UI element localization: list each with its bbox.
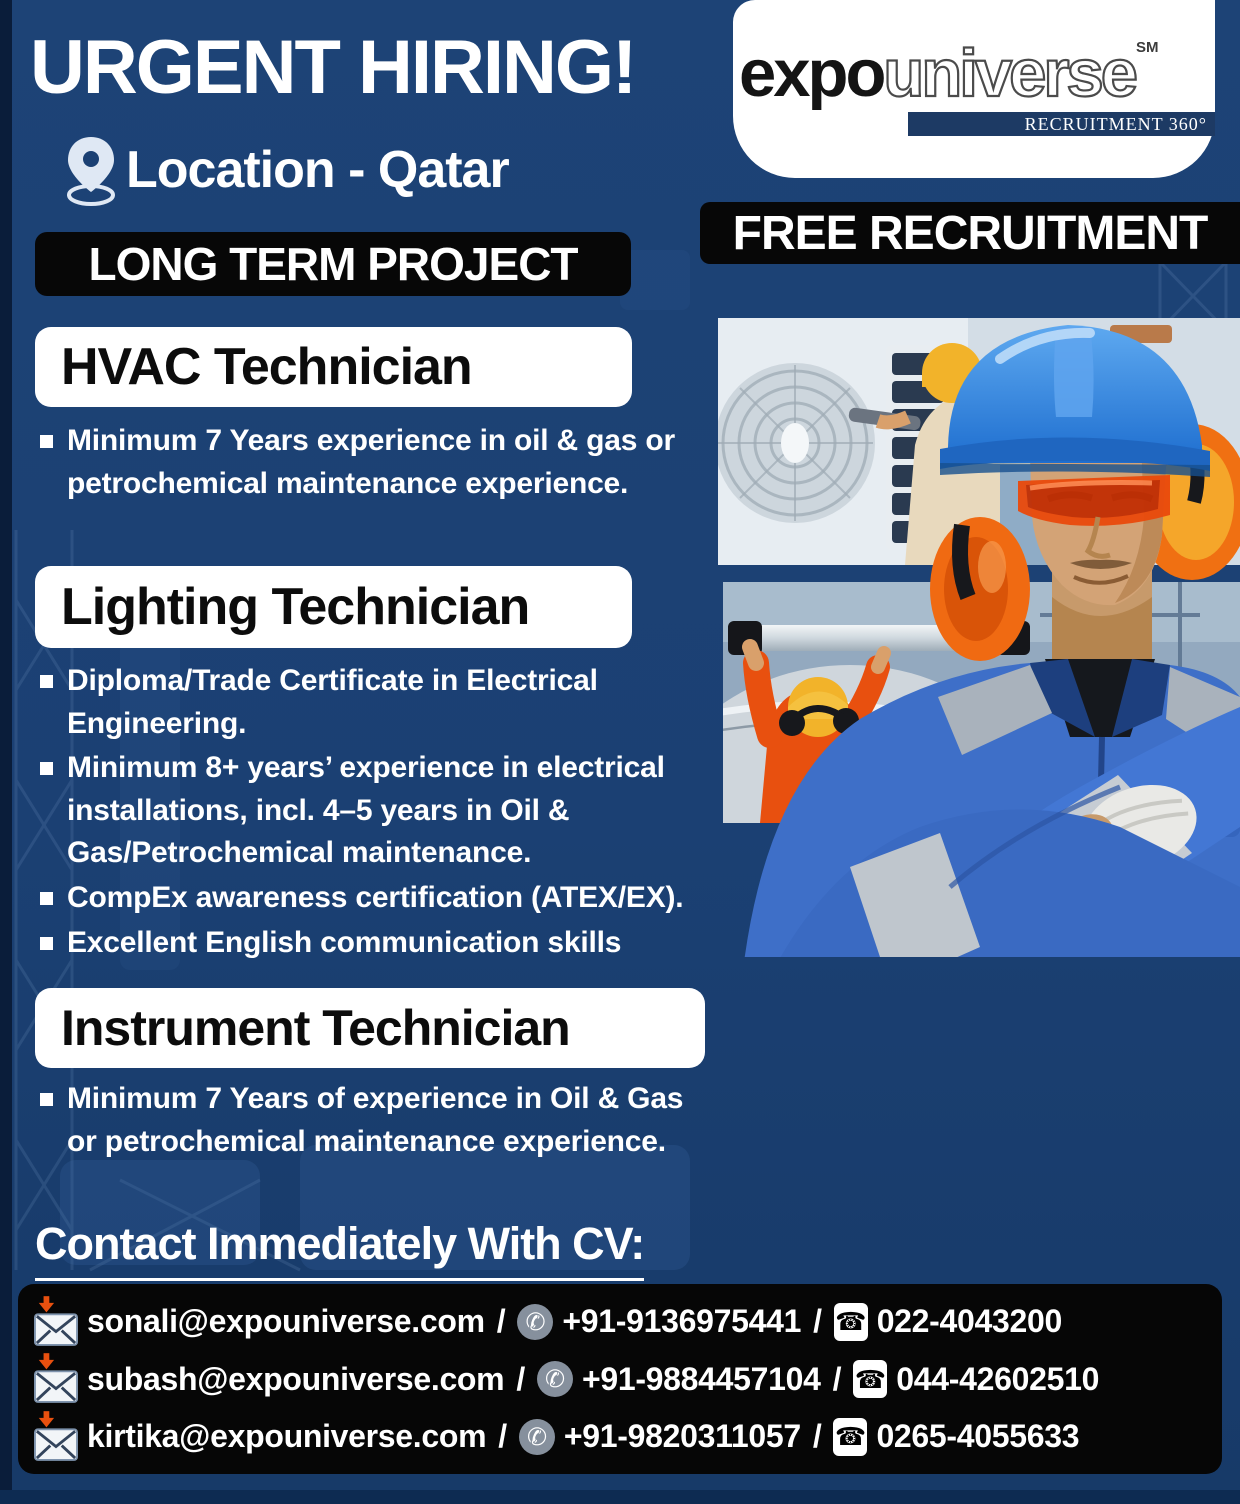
- bullet-item: [40, 747, 840, 875]
- location-row: [64, 134, 509, 206]
- bullet-text: Minimum 7 Years of experience in Oil & Gas or petrochemical maintenance experience.: [67, 1082, 684, 1158]
- whatsapp-number: +91-9884457104: [581, 1360, 821, 1397]
- bullet-square: [40, 675, 53, 688]
- whatsapp-icon: ✆: [519, 1419, 555, 1455]
- whatsapp-icon: ✆: [517, 1304, 553, 1340]
- bullet-text: Excellent English communication skills: [67, 925, 622, 959]
- contact-heading: Contact Immediately With CV:: [35, 1218, 644, 1281]
- bullet-item: [40, 660, 840, 745]
- bullet-text: Minimum 7 Years experience in oil & gas or petrochemical maintenance experience.: [67, 424, 675, 500]
- poster-title: URGENT HIRING!: [30, 25, 636, 110]
- contact-row: [34, 1411, 1206, 1463]
- bullet-text: CompEx awareness certification (ATEX/EX).: [67, 880, 684, 914]
- bullet-item: [40, 420, 700, 505]
- separator: /: [498, 1418, 507, 1454]
- bullet-text: Diploma/Trade Certificate in Electrical Engineering.: [67, 664, 598, 740]
- contact-bar: [18, 1284, 1222, 1474]
- phone-number: 044-42602510: [896, 1360, 1100, 1397]
- free-recruitment-badge: FREE RECRUITMENT: [700, 202, 1240, 264]
- left-edge-shadow: [0, 0, 12, 1504]
- whatsapp-number: +91-9136975441: [562, 1303, 802, 1339]
- separator: /: [813, 1303, 822, 1339]
- bullet-square: [40, 762, 53, 775]
- brand-logo: [739, 36, 1159, 111]
- long-term-project-badge: LONG TERM PROJECT: [35, 232, 631, 296]
- whatsapp-number: +91-9820311057: [563, 1418, 801, 1454]
- email-icon: [34, 1296, 78, 1348]
- bottom-edge-shadow: [0, 1490, 1240, 1504]
- email-text: kirtika@expouniverse.com: [87, 1418, 487, 1454]
- separator: /: [832, 1360, 842, 1397]
- phone-number: 022-4043200: [876, 1303, 1063, 1339]
- logo-trademark: SM: [1135, 39, 1159, 56]
- job-card-hvac: HVAC Technician: [35, 327, 632, 407]
- bullet-square: [40, 1093, 53, 1106]
- bullet-item: [40, 1078, 720, 1163]
- phone-number: 0265-4055633: [876, 1418, 1080, 1454]
- whatsapp-icon: ✆: [537, 1361, 573, 1397]
- bullet-item: [40, 922, 840, 965]
- location-text: Location - Qatar: [126, 141, 509, 199]
- bullet-square: [40, 937, 53, 950]
- email-text: subash@expouniverse.com: [87, 1360, 505, 1397]
- logo-universe: universe: [883, 36, 1135, 111]
- email-icon: [34, 1353, 78, 1405]
- separator: /: [496, 1303, 506, 1339]
- logo-tagline-bar: RECRUITMENT 360°: [908, 112, 1215, 136]
- phone-icon: ☎: [833, 1418, 867, 1456]
- job-card-instrument: Instrument Technician: [35, 988, 705, 1068]
- bullet-item: [40, 877, 840, 920]
- contact-row: [34, 1353, 1206, 1405]
- bullet-square: [40, 435, 53, 448]
- phone-icon: ☎: [853, 1360, 887, 1398]
- instrument-bullets: [40, 1078, 720, 1165]
- logo-card: [733, 0, 1215, 178]
- email-icon: [34, 1411, 78, 1463]
- email-text: sonali@expouniverse.com: [87, 1303, 485, 1339]
- bullet-square: [40, 892, 53, 905]
- contact-row: [34, 1296, 1206, 1348]
- separator: /: [516, 1360, 525, 1397]
- logo-expo: expo: [739, 36, 884, 111]
- phone-icon: ☎: [834, 1303, 868, 1341]
- separator: /: [812, 1418, 822, 1454]
- lighting-bullets: [40, 660, 840, 966]
- location-pin-icon: [64, 134, 118, 206]
- hvac-bullets: [40, 420, 700, 507]
- job-card-lighting: Lighting Technician: [35, 566, 632, 648]
- bullet-text: Minimum 8+ years’ experience in electrical installations, incl. 4–5 years in Oil & Gas/Petrochemical maintenance.: [67, 751, 665, 870]
